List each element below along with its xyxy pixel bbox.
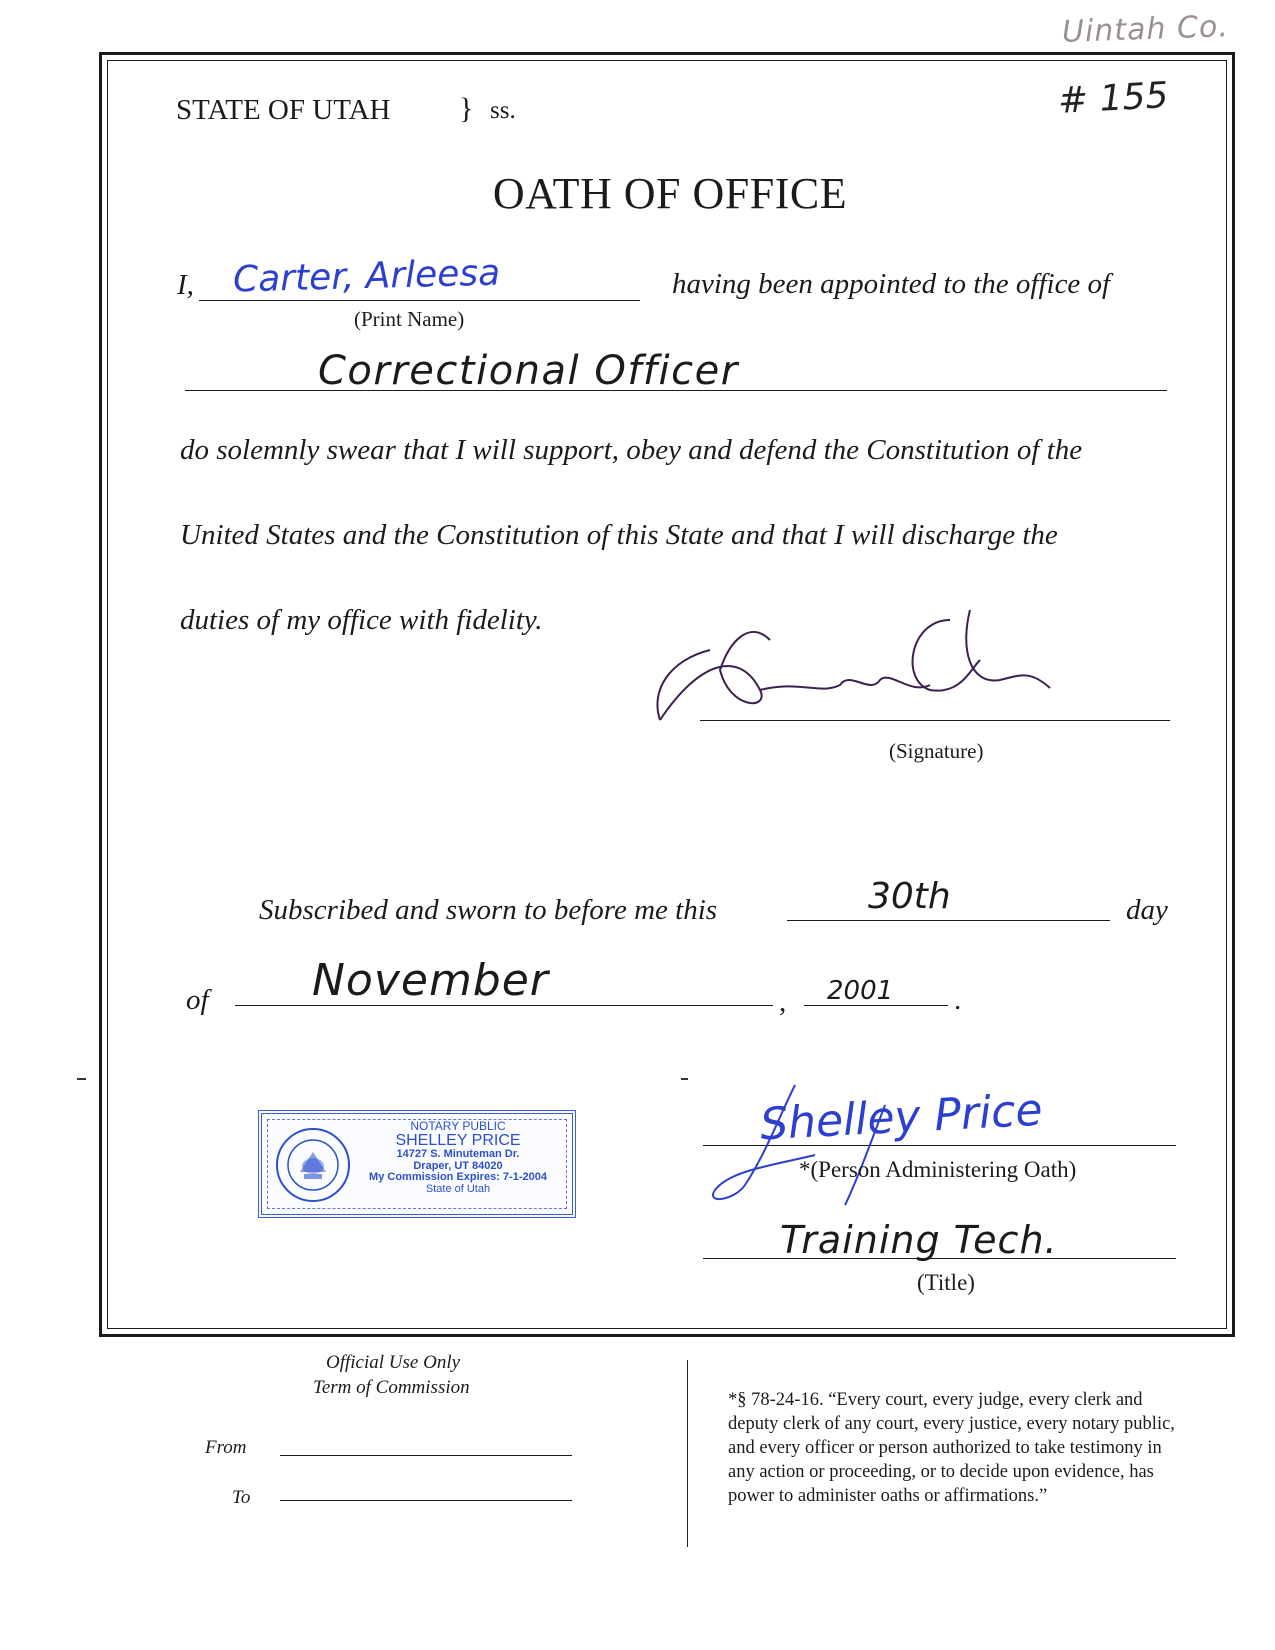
signature-caption: (Signature) [889,739,984,763]
official-use-heading: Official Use Only [326,1352,461,1373]
state-seal-emblem [274,1126,352,1204]
state-label: STATE OF UTAH [176,94,391,126]
statute-line-3: and every officer or person authorized to take testimony in [728,1438,1162,1458]
to-label: To [232,1487,251,1508]
name-line [199,300,640,301]
seal-line-state: State of Utah [425,1183,491,1196]
name-value: Carter, Arleesa [232,252,501,301]
margin-tick-left [77,1078,86,1080]
statute-line-2: deputy clerk of any court, every justice, every notary public, [728,1414,1175,1434]
signature-line [700,720,1170,721]
title-caption: (Title) [917,1270,975,1295]
oath-body-line-2: United States and the Constitution of this State and that I will discharge the [180,519,1058,551]
statute-line-4: any action or proceeding, or to decide upon evidence, has [728,1462,1154,1482]
statute-line-5: power to administer oaths or affirmations.” [728,1486,1048,1506]
record-number: # 155 [1057,75,1170,122]
subscribed-text: Subscribed and sworn to before me this [259,894,718,926]
year-value: 2001 [827,976,894,1006]
administrator-signature-value: Shelley Price [758,1084,1044,1151]
statute-footnote [728,1388,1175,1508]
ss-label: ss. [490,97,516,124]
month-value: November [312,955,549,1006]
appointed-text: having been appointed to the office of [672,268,1111,300]
seal-line-city: Draper, UT 84020 [413,1159,503,1172]
from-line [280,1455,572,1456]
page-title: OATH OF OFFICE [492,169,848,218]
day-label: day [1126,894,1168,926]
seal-line-expires: My Commission Expires: 7-1-2004 [369,1171,547,1184]
term-of-commission-heading: Term of Commission [313,1377,470,1398]
oath-body-line-1: do solemnly swear that I will support, obey and defend the Constitution of the [180,434,1083,466]
oath-signature-scribble [640,600,1090,750]
administrator-caption: *(Person Administering Oath) [799,1157,1077,1182]
statute-line-1: *§ 78-24-16. “Every court, every judge, every clerk and [728,1390,1143,1410]
period: . [954,984,962,1016]
seal-line-notary: NOTARY PUBLIC [410,1119,506,1133]
of-label: of [186,984,209,1016]
office-value: Correctional Officer [318,348,739,394]
administrator-signature-flourish [685,1075,925,1215]
day-value: 30th [868,876,951,917]
name-caption: (Print Name) [354,307,465,331]
from-label: From [205,1437,247,1458]
day-line [787,920,1110,921]
venue-brace: } [459,92,474,125]
county-annotation: Uintah Co. [1061,9,1230,50]
notary-seal-stamp [258,1110,576,1218]
seal-line-street: 14727 S. Minuteman Dr. [396,1148,520,1161]
oath-body-line-3: duties of my office with fidelity. [180,604,543,636]
oath-intro: I, [177,269,194,301]
section-divider [687,1360,688,1547]
title-value: Training Tech. [780,1218,1058,1262]
to-line [280,1500,572,1501]
comma: , [779,986,787,1018]
seal-line-name: SHELLEY PRICE [395,1131,521,1149]
